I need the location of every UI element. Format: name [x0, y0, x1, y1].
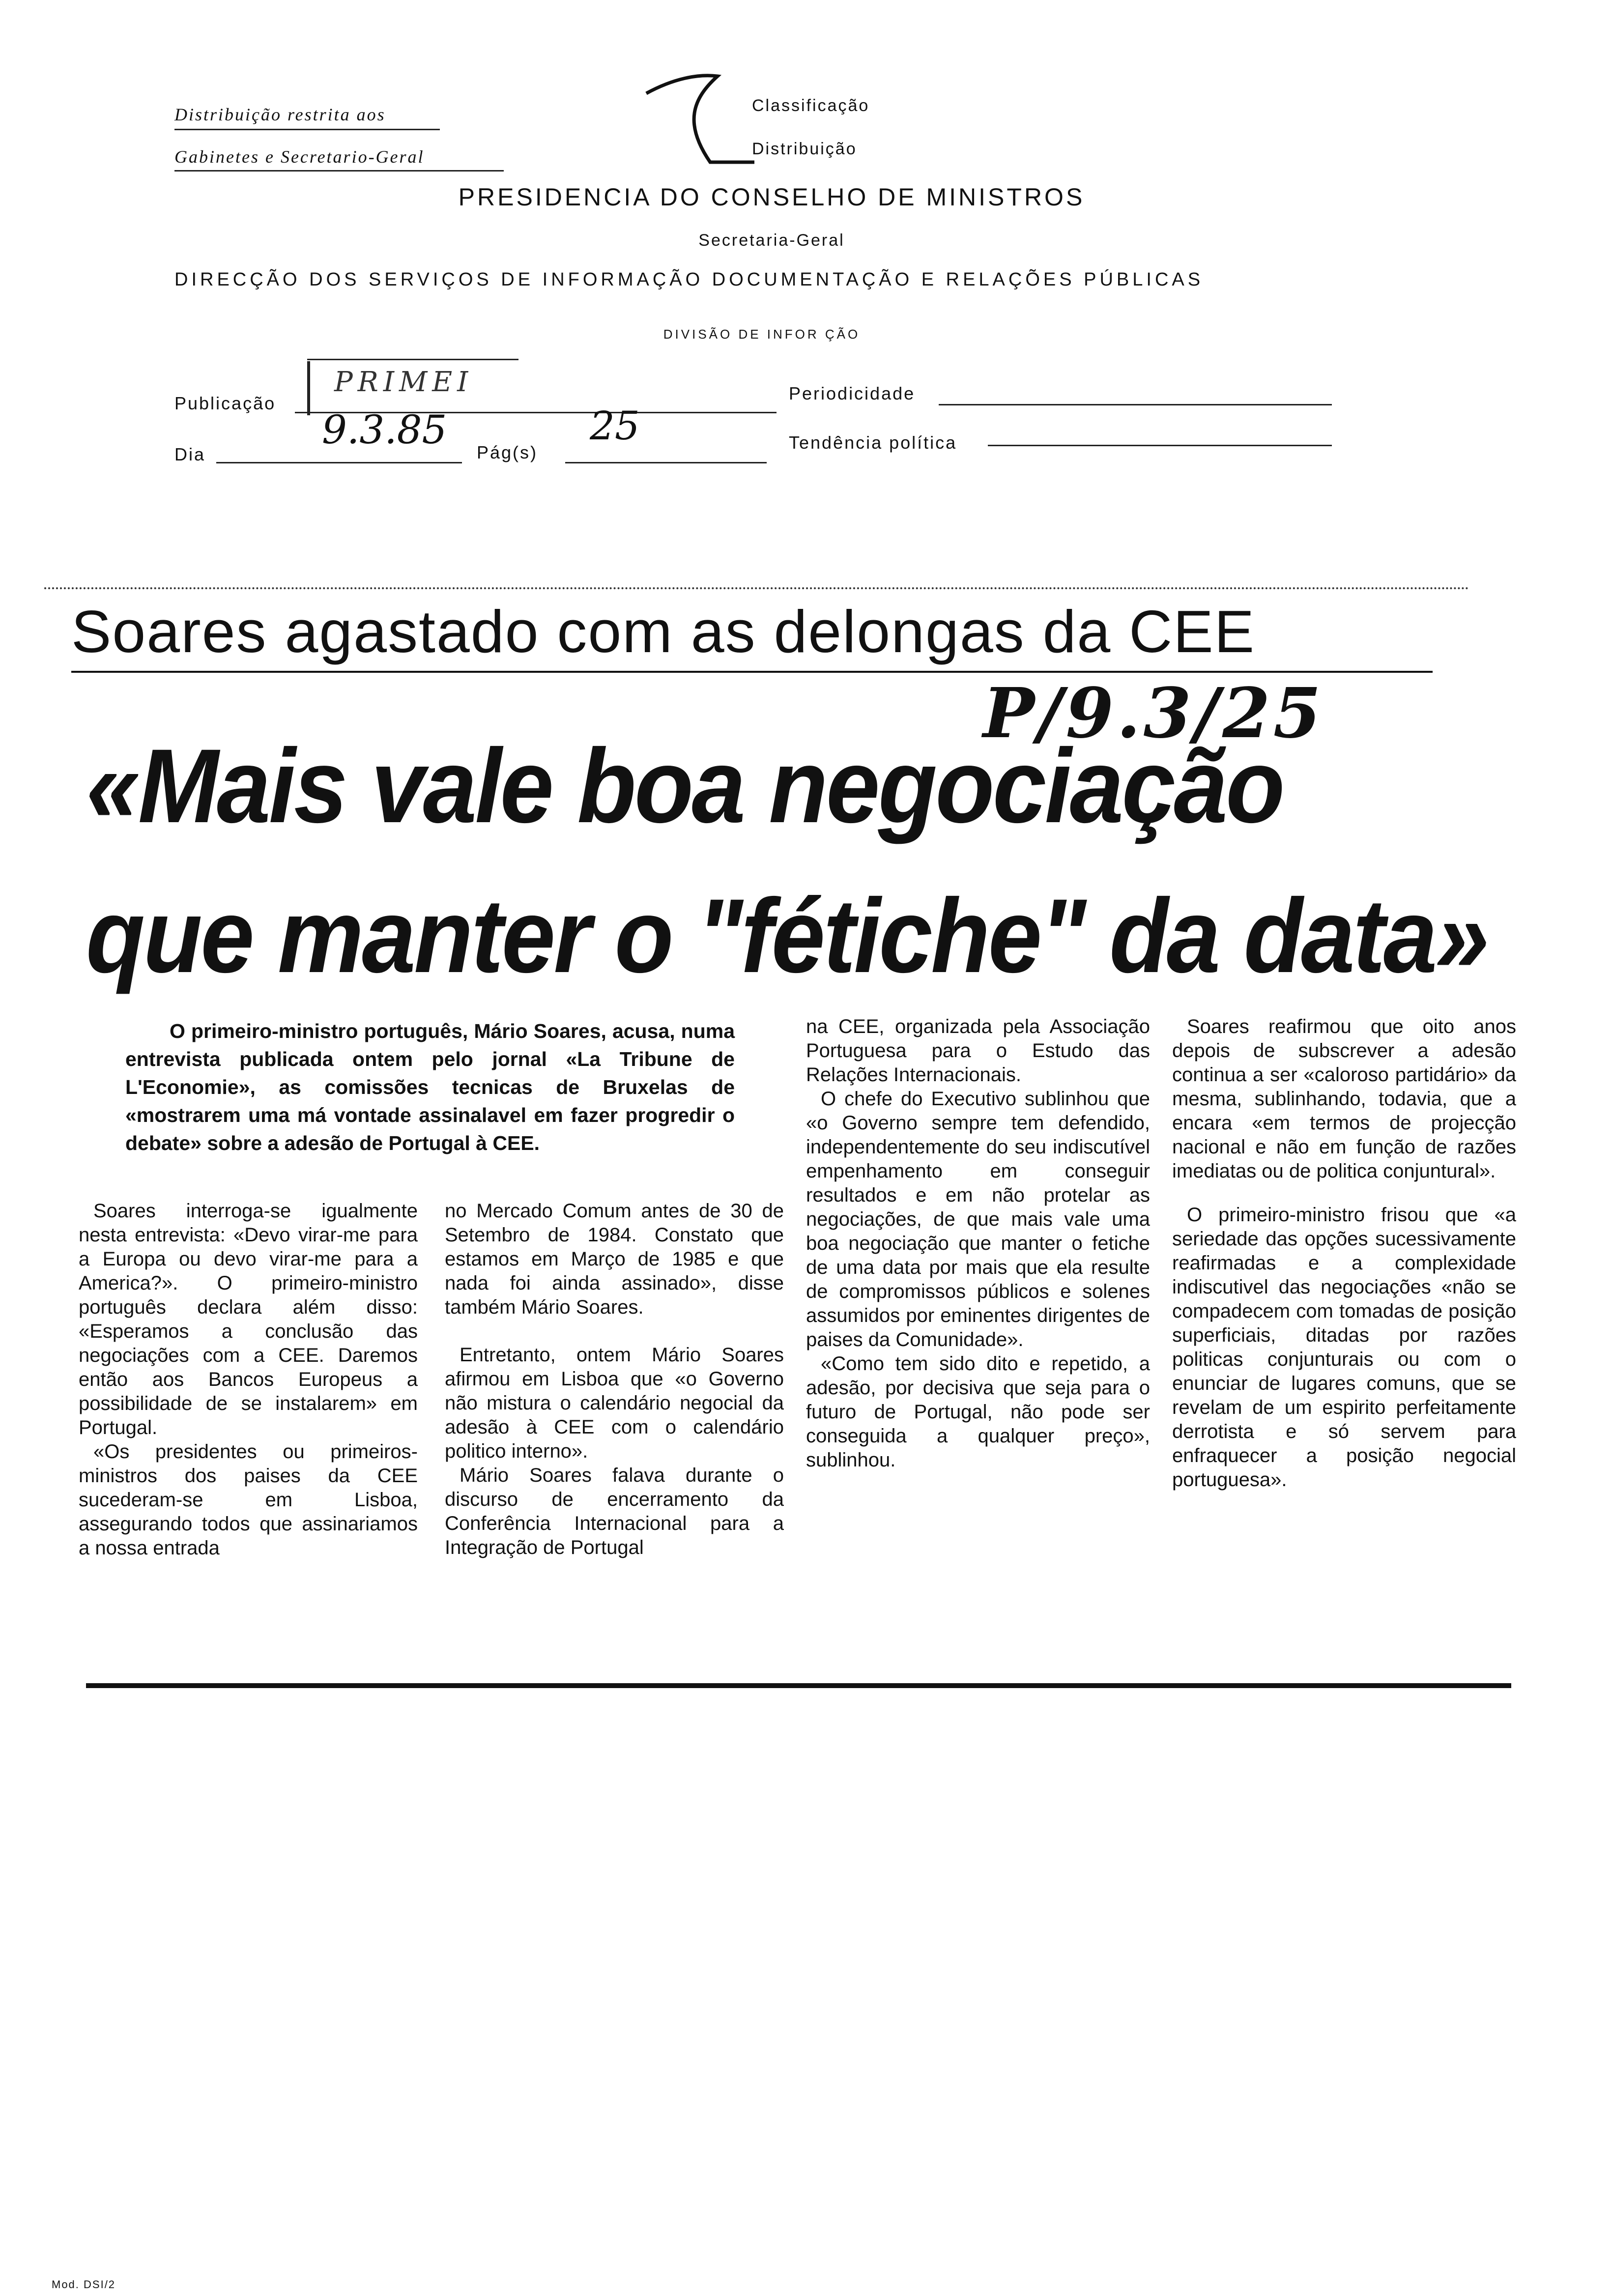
clipping-border-top [44, 587, 1469, 589]
kicker-rule [71, 671, 1433, 673]
presidencia-title: PRESIDENCIA DO CONSELHO DE MINISTROS [458, 183, 1085, 211]
direccao-line: DIRECÇÃO DOS SERVIÇOS DE INFORMAÇÃO DOCUMENTAÇÃO E RELAÇÕES PÚBLICAS [174, 269, 1204, 290]
tendencia-underline [988, 445, 1332, 446]
divisao-line: DIVISÃO DE INFOR ÇÃO [663, 327, 861, 342]
column-3-paragraph-3: «Como tem sido dito e repetido, a adesão, por decisiva que seja para o futuro de Portugal, não pode ser conseguida a qualquer preço», sublinhou. [806, 1353, 1150, 1471]
tendencia-label: Tendência política [789, 432, 957, 453]
article-column-2 [445, 1199, 784, 1560]
classificacao-label: Classificação [752, 96, 870, 115]
divider [174, 129, 440, 130]
dia-underline [216, 462, 462, 463]
dia-label: Dia [174, 444, 206, 464]
pags-value: 25 [590, 403, 640, 449]
headline-line-1: «Mais vale boa negociação [86, 727, 1283, 845]
column-2-paragraph-1: no Mercado Comum antes de 30 de Setembro de 1984. Constato que estamos em Março de 1985 e que nada foi ainda assinado», disse também Mário Soares. [445, 1200, 784, 1318]
article-lead: O primeiro-ministro português, Mário Soares, acusa, numa entrevista publicada ontem pelo jornal «La Tribune de L'Economie», as comissões tecnicas de Bruxelas de «mostrarem uma má vontade assinalavel em fazer progredir o debate» sobre a adesão de Portugal à CEE. [125, 1020, 735, 1154]
column-1-paragraph-1: Soares interroga-se igualmente nesta entrevista: «Devo virar-me para a Europa ou devo virar-me para a America?». O primeiro-ministro português declara além disso: «Esperamos a conclusão das negociações com a CEE. Daremos então aos Bancos Europeus a possibilidade de se instalarem» em Portugal. [79, 1200, 418, 1438]
column-4-paragraph-2: O primeiro-ministro frisou que «a seriedade das opções sucessivamente reafirmadas e a complexidade indiscutivel das negociações «não se compadecem com tomadas de posição superficiais, ditadas por razões politicas conjunturais ou com o enunciar de lugares comuns, que se revelam de um espirito perfeitamente derrotista e só servem para enfraquecer a posição negocial portuguesa». [1172, 1204, 1516, 1491]
headline-line-2: que manter o "fétiche" da data» [86, 877, 1488, 995]
form-code: Mod. DSI/2 [52, 2278, 116, 2291]
article-column-4 [1172, 1015, 1516, 1492]
article-column-1 [79, 1199, 418, 1560]
distribution-line-2: Gabinetes e Secretario-Geral [174, 147, 425, 167]
dia-value: 9.3.85 [322, 407, 447, 453]
divider [307, 359, 518, 360]
article-column-3 [806, 1015, 1150, 1472]
publicacao-value: PRIMEI [334, 366, 473, 398]
bottom-rule [86, 1683, 1511, 1688]
bracket-mark-icon [644, 74, 757, 167]
periodicidade-label: Periodicidade [789, 383, 916, 403]
column-3-paragraph-2: O chefe do Executivo sublinhou que «o Governo sempre tem defendido, independentemente do seu indiscutível empenhamento em conseguir resultados e em não protelar as negociações, de que mais vale uma boa negociação que manter o fetiche de uma data por mais que ela resulte de compromissos públicos e solenes assumidos por eminentes dirigentes de paises da Comunidade». [806, 1088, 1150, 1350]
publicacao-label: Publicação [174, 393, 276, 413]
periodicidade-underline [939, 404, 1332, 405]
article-kicker: Soares agastado com as delongas da CEE [71, 598, 1256, 665]
distribution-line-1: Distribuição restrita aos [174, 105, 386, 124]
divider [174, 170, 504, 172]
column-3-paragraph-1: na CEE, organizada pela Associação Portuguesa para o Estudo das Relações Internacionais. [806, 1016, 1150, 1086]
distribuicao-label: Distribuição [752, 140, 857, 158]
pags-underline [565, 462, 767, 463]
secretaria-geral: Secretaria-Geral [698, 231, 845, 250]
column-1-paragraph-2: «Os presidentes ou primeiros-ministros dos paises da CEE sucederam-se em Lisboa, assegurando todos que assinariamos a nossa entrada [79, 1441, 418, 1559]
column-2-paragraph-2: Entretanto, ontem Mário Soares afirmou em Lisboa que «o Governo não mistura o calendário negocial da adesão à CEE com o calendário politico interno». [445, 1344, 784, 1462]
column-2-paragraph-3: Mário Soares falava durante o discurso de encerramento da Conferência Internacional para a Integração de Portugal [445, 1464, 784, 1558]
column-4-paragraph-1: Soares reafirmou que oito anos depois de subscrever a adesão continua a ser «caloroso partidário» da mesma, sublinhando, todavia, que a encara «em termos de projecção nacional e não em função de razões imediatas ou de politica conjuntural». [1172, 1016, 1516, 1182]
divider [307, 361, 310, 415]
pags-label: Pág(s) [477, 442, 538, 462]
handwritten-note: P/9.3/25 [983, 673, 1324, 754]
